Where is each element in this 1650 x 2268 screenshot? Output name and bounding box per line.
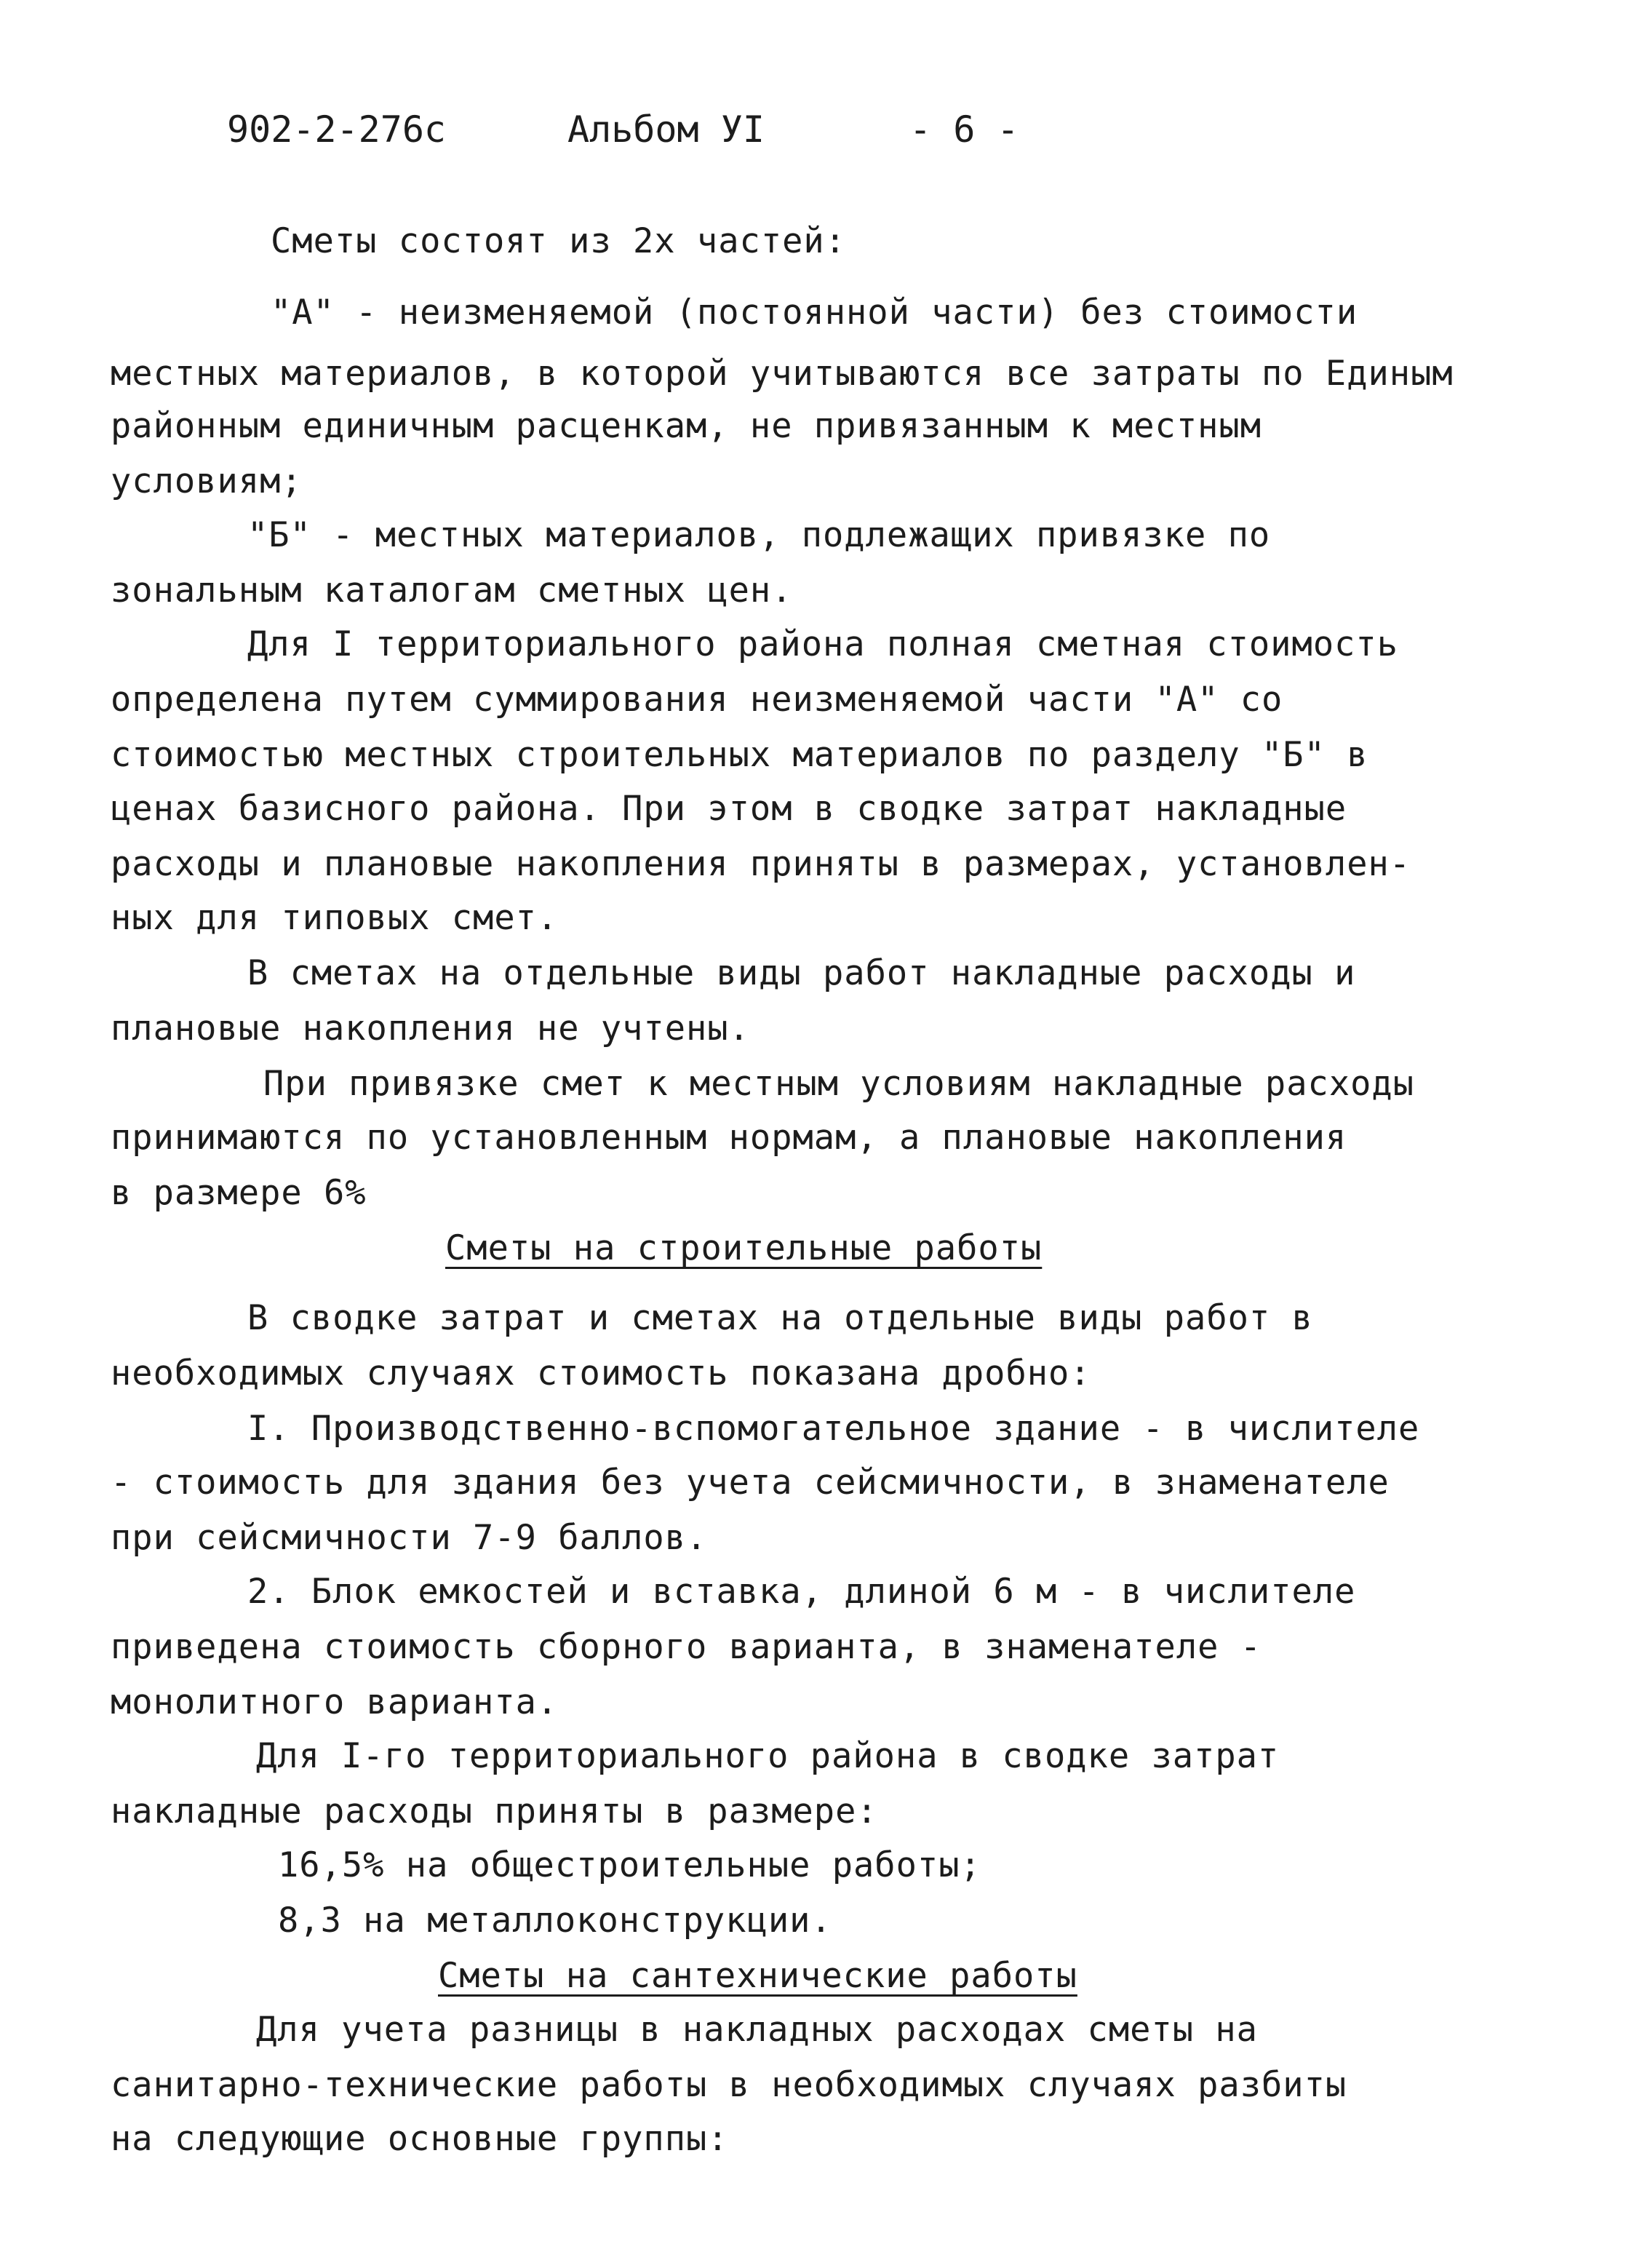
text-line: плановые накопления не учтены. xyxy=(111,1008,750,1049)
text-line: В сводке затрат и сметах на отдельные виды работ в xyxy=(247,1298,1313,1338)
text-line: на следующие основные группы: xyxy=(111,2119,729,2159)
text-line: стоимостью местных строительных материалов по разделу "Б" в xyxy=(111,735,1368,775)
section-heading: Сметы на строительные работы xyxy=(445,1228,1043,1268)
text-line: монолитного варианта. xyxy=(111,1682,559,1722)
text-line: накладные расходы приняты в размере: xyxy=(111,1791,878,1831)
text-line: I. Производственно-вспомогательное здание - в числителе xyxy=(247,1409,1420,1449)
text-line: принимаются по установленным нормам, а плановые накопления xyxy=(111,1118,1347,1158)
text-line: В сметах на отдельные виды работ накладные расходы и xyxy=(247,953,1356,993)
section-heading: Сметы на сантехнические работы xyxy=(438,1956,1077,1996)
text-line: местных материалов, в которой учитываются все затраты по Единым xyxy=(111,354,1454,394)
text-line: определена путем суммирования неизменяемой части "А" со xyxy=(111,680,1283,720)
album-label: Альбом УI xyxy=(567,108,765,151)
text-line: При привязке смет к местным условиям накладные расходы xyxy=(263,1064,1415,1104)
text-line: при сейсмичности 7-9 баллов. xyxy=(111,1518,708,1558)
text-line: санитарно-технические работы в необходимых случаях разбиты xyxy=(111,2065,1347,2105)
text-line: Сметы состоят из 2х частей: xyxy=(271,221,847,261)
text-line: ных для типовых смет. xyxy=(111,898,559,938)
text-line: Для учета разницы в накладных расходах сметы на xyxy=(256,2010,1258,2050)
text-line: расходы и плановые накопления приняты в размерах, установлен- xyxy=(111,844,1411,884)
text-line: 2. Блок емкостей и вставка, длиной 6 м - в числителе xyxy=(247,1572,1356,1612)
document-number: 902-2-276с xyxy=(227,108,447,151)
text-line: в размере 6% xyxy=(111,1173,367,1213)
text-line: условиям; xyxy=(111,461,303,501)
text-line: 16,5% на общестроительные работы; xyxy=(278,1845,981,1885)
text-line: "Б" - местных материалов, подлежащих привязке по xyxy=(247,515,1271,555)
text-line: Для I-го территориального района в сводке затрат xyxy=(256,1736,1280,1776)
text-line: зональным каталогам сметных цен. xyxy=(111,570,793,610)
page-number: - 6 - xyxy=(909,108,1019,151)
text-line: 8,3 на металлоконструкции. xyxy=(278,1901,832,1941)
text-line: районным единичным расценкам, не привязанным к местным xyxy=(111,406,1262,446)
text-line: Для I территориального района полная сметная стоимость xyxy=(247,624,1399,664)
text-line: "А" - неизменяемой (постоянной части) без стоимости xyxy=(271,293,1358,333)
text-line: необходимых случаях стоимость показана дробно: xyxy=(111,1353,1091,1393)
text-line: приведена стоимость сборного варианта, в знаменателе - xyxy=(111,1627,1262,1667)
text-line: ценах базисного района. При этом в сводке затрат накладные xyxy=(111,789,1347,829)
text-line: - стоимость для здания без учета сейсмичности, в знаменателе xyxy=(111,1463,1390,1503)
